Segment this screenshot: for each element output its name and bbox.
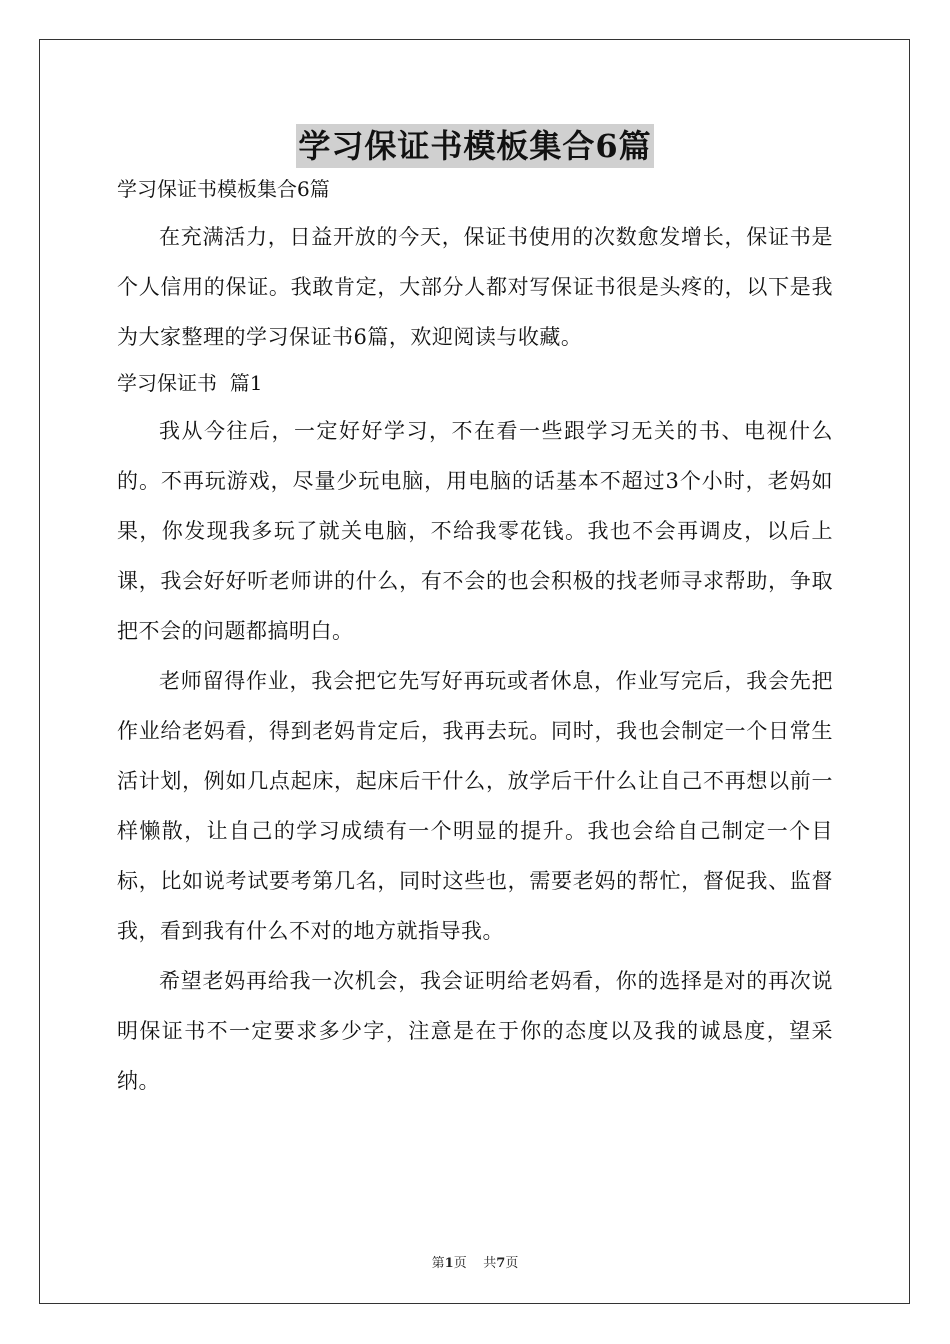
page-prefix: 第 [431,1256,445,1271]
total-pages: 7 [496,1256,506,1271]
section-heading: 学习保证书 篇1 [117,371,263,395]
document-subtitle: 学习保证书模板集合6篇 [117,177,330,201]
document-body [117,124,833,1106]
intro-paragraph: 在充满活力，日益开放的今天，保证书使用的次数愈发增长，保证书是个人信用的保证。我敢肯定，大部分人都对写保证书很是头疼的，以下是我为大家整理的学习保证书6篇，欢迎阅读与收藏。 [117,225,833,349]
page-footer [0,1252,950,1271]
body-paragraph-1: 我从今往后，一定好好学习，不在看一些跟学习无关的书、电视什么的。不再玩游戏，尽量少玩电脑，用电脑的话基本不超过3个小时，老妈如果，你发现我多玩了就关电脑，不给我零花钱。我也不会再调皮，以后上课，我会好好听老师讲的什么，有不会的也会积极的找老师寻求帮助，争取把不会的问题都搞明白。 [117,419,833,643]
total-suffix: 页 [505,1256,519,1271]
document-title: 学习保证书模板集合6篇 [296,124,653,168]
body-paragraph-3: 希望老妈再给我一次机会，我会证明给老妈看，你的选择是对的再次说明保证书不一定要求多少字，注意是在于你的态度以及我的诚恳度，望采纳。 [117,969,833,1093]
total-prefix: 共 [483,1256,497,1271]
title-wrapper [117,124,833,168]
page-number: 1 [444,1256,454,1271]
body-paragraph-2: 老师留得作业，我会把它先写好再玩或者休息，作业写完后，我会先把作业给老妈看，得到老妈肯定后，我再去玩。同时，我也会制定一个日常生活计划，例如几点起床，起床后干什么，放学后干什么让自己不再想以前一样懒散，让自己的学习成绩有一个明显的提升。我也会给自己制定一个目标，比如说考试要考第几名，同时这些也，需要老妈的帮忙，督促我、监督我，看到我有什么不对的地方就指导我。 [117,669,833,943]
page-suffix: 页 [453,1256,467,1271]
